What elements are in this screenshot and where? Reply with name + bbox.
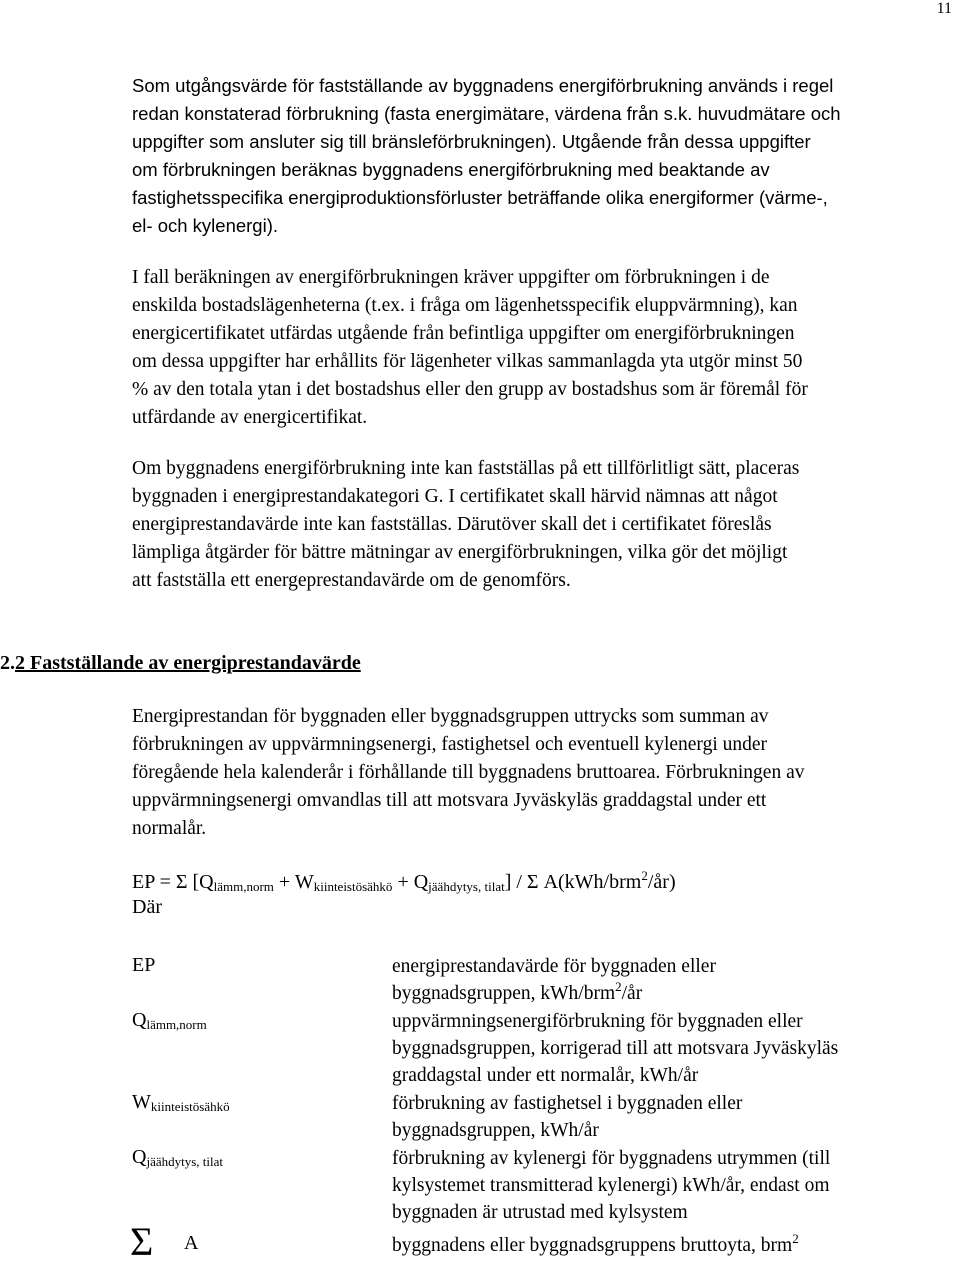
text-line: energicertifikatet utfärdas utgående från befintliga uppgifter om energiförbrukningen	[132, 323, 795, 344]
def-term-q-lamm	[132, 1009, 207, 1032]
def-term-ep: EP	[132, 954, 156, 976]
ep-formula	[132, 868, 676, 896]
def-term-sub: kiinteistösähkö	[150, 1099, 230, 1114]
sigma-symbol: Σ	[130, 1219, 154, 1264]
text-line: förbrukning av fastighetsel i byggnaden eller	[392, 1093, 743, 1114]
def-term-w-kiint	[132, 1091, 230, 1114]
text-line: byggnadsgruppen, kWh/år	[392, 1120, 599, 1141]
formula-end: /år)	[647, 871, 676, 893]
def-term-a: A	[184, 1232, 199, 1254]
text-line: redan konstaterad förbrukning (fasta energimätare, värdena från s.k. huvudmätare och	[132, 103, 841, 124]
formula-sub-kiint: kiinteistösähkö	[313, 879, 393, 894]
formula-lhs: EP = Σ [Q	[132, 871, 214, 893]
text-line: fastighetsspecifika energiproduktionsförluster beträffande olika energiformer (värme-,	[132, 187, 828, 208]
text-line: byggnadsgruppen, korrigerad till att motsvara Jyväskyläs	[392, 1038, 839, 1059]
def-term-q-jaah	[132, 1146, 223, 1169]
def-ep-unit-end: /år	[621, 983, 643, 1004]
formula-plus-w: + W	[273, 871, 314, 893]
def-term-sub: lämm,norm	[146, 1017, 207, 1032]
text-line: föregående hela kalenderår i förhållande till byggnadens bruttoarea. Förbrukningen av	[132, 762, 805, 783]
text-line	[392, 980, 952, 1007]
formula-close: ] / Σ A(kWh/brm	[504, 871, 642, 893]
def-term-letter: Q	[132, 1009, 147, 1031]
text-line: I fall beräkningen av energiförbrukningen kräver uppgifter om förbrukningen i de	[132, 267, 770, 288]
section-number-prefix: 2.	[0, 652, 15, 674]
formula-where: Där	[132, 896, 162, 918]
text-line: kylsystemet transmitterad kylenergi) kWh/år, endast om	[392, 1175, 830, 1196]
formula-plus-q: + Q	[392, 871, 429, 893]
formula-sub-lamm: lämm,norm	[213, 879, 274, 894]
text-line: byggnaden är utrustad med kylsystem	[392, 1202, 688, 1223]
def-desc-w-kiint	[392, 1090, 952, 1144]
text-line: normalår.	[132, 818, 207, 839]
text-line: om dessa uppgifter har erhållits för lägenheter vilkas sammanlagda yta utgör minst 50	[132, 351, 803, 372]
formula-sub-jaah: jäähdytys, tilat	[428, 879, 505, 894]
def-term-letter: Q	[132, 1146, 147, 1168]
def-term-letter: W	[132, 1091, 151, 1113]
formula-sup: 2	[641, 868, 648, 883]
paragraph-1	[132, 72, 932, 240]
text-line: om förbrukningen beräknas byggnadens energiförbrukning med beaktande av	[132, 159, 770, 180]
text-line: att fastställa ett energeprestandavärde om de genomförs.	[132, 570, 571, 591]
def-ep-sup: 2	[615, 979, 622, 994]
text-line: Energiprestandan för byggnaden eller byggnadsgruppen uttrycks som summan av	[132, 706, 769, 727]
text-line: graddagstal under ett normalår, kWh/år	[392, 1065, 699, 1086]
def-a-text: byggnadens eller byggnadsgruppens bruttoyta, brm	[392, 1235, 793, 1256]
page-number: 11	[936, 0, 952, 17]
section-title: 2 Fastställande av energiprestandavärde	[15, 652, 361, 674]
text-line: uppgifter som ansluter sig till bränsleförbrukningen). Utgående från dessa uppgifter	[132, 131, 811, 152]
text-line: Om byggnadens energiförbrukning inte kan fastställas på ett tillförlitligt sätt, placeras	[132, 458, 800, 479]
text-line: uppvärmningsenergiförbrukning för byggnaden eller	[392, 1011, 803, 1032]
text-line: Som utgångsvärde för fastställande av byggnadens energiförbrukning används i regel	[132, 75, 834, 96]
text-line: förbrukningen av uppvärmningsenergi, fastighetsel och eventuell kylenergi under	[132, 734, 768, 755]
paragraph-3	[132, 455, 932, 595]
def-a-sup: 2	[792, 1231, 799, 1246]
text-line	[392, 1232, 952, 1259]
def-desc-sum-a	[392, 1232, 952, 1259]
text-line: el- och kylenergi).	[132, 215, 279, 236]
text-line: energiprestandavärde inte kan fastställas. Därutöver skall det i certifikatet föreslås	[132, 514, 772, 535]
def-desc-q-jaah	[392, 1145, 952, 1226]
def-term-sub: jäähdytys, tilat	[146, 1154, 223, 1169]
text-line: lämpliga åtgärder för bättre mätningar av energiförbrukningen, vilka gör det möjligt	[132, 542, 788, 563]
paragraph-4	[132, 703, 932, 843]
text-line: uppvärmningsenergi omvandlas till att motsvara Jyväskyläs graddagstal under ett	[132, 790, 767, 811]
def-desc-ep	[392, 953, 952, 1007]
text-line: energiprestandavärde för byggnaden eller	[392, 956, 716, 977]
text-line: byggnaden i energiprestandakategori G. I certifikatet skall härvid nämnas att något	[132, 486, 778, 507]
def-desc-q-lamm	[392, 1008, 952, 1089]
paragraph-2	[132, 264, 932, 432]
def-ep-unit: byggnadsgruppen, kWh/brm	[392, 983, 616, 1004]
text-line: förbrukning av kylenergi för byggnadens utrymmen (till	[392, 1148, 831, 1169]
text-line: enskilda bostadslägenheterna (t.ex. i fråga om lägenhetsspecifik eluppvärmning), kan	[132, 295, 798, 316]
text-line: utfärdande av energicertifikat.	[132, 407, 368, 428]
text-line: % av den totala ytan i det bostadshus eller den grupp av bostadshus som är föremål för	[132, 379, 808, 400]
section-heading	[0, 652, 361, 675]
